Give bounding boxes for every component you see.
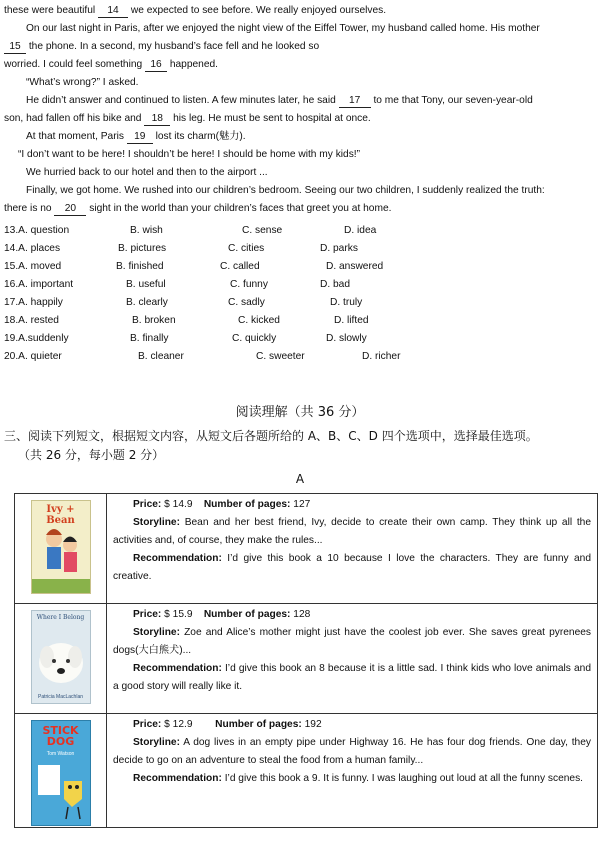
option-14-c: C. cities	[228, 243, 265, 254]
option-15-d: D. answered	[326, 261, 384, 272]
text: son, had fallen off his bike and	[4, 113, 145, 124]
option-18-a: 18.A. rested	[4, 315, 59, 326]
passage-line: “What’s wrong?” I asked.	[26, 77, 139, 88]
book-cover-stick-dog	[31, 720, 91, 826]
text: the phone. In a second, my husband’s face fell and he looked so	[26, 41, 320, 52]
recommendation	[113, 770, 591, 788]
option-14-a: 14.A. places	[4, 243, 61, 254]
text: we expected to see before. We really enjoyed ourselves.	[128, 5, 387, 16]
text: worried. I could feel something	[4, 59, 145, 70]
option-14-d: D. parks	[320, 243, 358, 254]
text: He didn’t answer and continued to listen. A few minutes later, he said	[26, 95, 339, 106]
blank-16: 16	[145, 59, 167, 72]
blank-17: 17	[339, 95, 371, 108]
passage-line: We hurried back to our hotel and then to the airport ...	[26, 167, 268, 178]
passage-line-20	[4, 202, 596, 216]
blank-18: 18	[144, 113, 170, 126]
price-line	[113, 716, 591, 734]
option-16-c: C. funny	[230, 279, 268, 290]
option-20-b: B. cleaner	[138, 351, 184, 362]
book-cover-cell	[15, 714, 107, 828]
text: lost its charm(魅力).	[152, 131, 246, 142]
passage-label: A	[295, 472, 305, 486]
blank-20: 20	[54, 203, 86, 216]
cover-illustration	[32, 611, 90, 703]
blank-19: 19	[127, 131, 153, 144]
storyline-text: Bean and her best friend, Ivy, decide to create their own camp. They think up all the activities and, of course, they make the rules...	[113, 517, 591, 546]
book-cover-ivy-bean	[31, 500, 91, 594]
book-cover-cell	[15, 604, 107, 714]
option-14-b: B. pictures	[118, 243, 167, 254]
option-15-a: 15.A. moved	[4, 261, 62, 272]
option-19-d: D. slowly	[326, 333, 367, 344]
pages-label: Number of pages:	[215, 719, 302, 730]
recommendation-label: Recommendation:	[133, 553, 222, 564]
cover-author: Tom Watson	[46, 751, 75, 757]
option-18-c: C. kicked	[238, 315, 280, 326]
option-19-b: B. finally	[130, 333, 169, 344]
option-16-b: B. useful	[126, 279, 166, 290]
price-value: $ 12.9	[164, 719, 193, 730]
recommendation-text: I’d give this book a 9. It is funny. I was laughing out loud at all the funny scenes.	[224, 773, 584, 784]
passage-line: Finally, we got home. We rushed into our children’s bedroom. Seeing our two children, I suddenly realized the truth:	[26, 185, 545, 196]
blank-15: 15	[4, 41, 26, 54]
book-table	[14, 493, 598, 828]
book-info-2	[107, 604, 598, 714]
passage-line-14	[4, 4, 596, 18]
book-row	[15, 494, 598, 604]
option-16-a: 16.A. important	[4, 279, 74, 290]
text: his leg. He must be sent to hospital at once.	[170, 113, 371, 124]
storyline	[113, 734, 591, 770]
option-13-b: B. wish	[130, 225, 163, 236]
option-19-a: 19.A.suddenly	[4, 333, 69, 344]
option-17-b: B. clearly	[126, 297, 168, 308]
price-label: Price:	[133, 499, 162, 510]
price-line	[113, 496, 591, 514]
text: to me that Tony, our seven-year-old	[370, 95, 533, 106]
storyline-text: A dog lives in an empty pipe under Highway 16. He has four dog friends. One day, they decide to go on an adventure to steal the food from a human family...	[113, 737, 591, 766]
option-13-d: D. idea	[344, 225, 377, 236]
passage-line: “I don’t want to be here! I shouldn’t be here! I should be home with my kids!”	[18, 149, 361, 160]
text: sight in the world than your children’s faces that greet you at home.	[86, 203, 392, 214]
recommendation	[113, 660, 591, 696]
recommendation-text: I’d give this book an 8 because it is a little sad. I think kids who love animals and a good story will really like it.	[113, 663, 591, 692]
pages-label: Number of pages:	[203, 499, 291, 510]
cover-title: STICK DOG	[42, 724, 79, 748]
recommendation-text: I’d give this book a 10 because I love the characters. They are funny and creative.	[113, 553, 591, 582]
book-row	[15, 714, 598, 828]
cover-illustration	[32, 501, 90, 593]
book-cover-where-i-belong	[31, 610, 91, 704]
storyline-label: Storyline:	[133, 737, 180, 748]
storyline-text: Zoe and Alice’s mother might just have the coolest job ever. She saves great pyrenees dogs(大白熊犬)...	[113, 627, 591, 656]
recommendation-label: Recommendation:	[133, 663, 222, 674]
passage-line-15	[4, 40, 596, 54]
option-20-c: C. sweeter	[256, 351, 305, 362]
option-15-b: B. finished	[116, 261, 164, 272]
storyline	[113, 514, 591, 550]
option-16-d: D. bad	[320, 279, 351, 290]
book-row	[15, 604, 598, 714]
blank-14: 14	[98, 5, 128, 18]
passage-line-18	[4, 112, 596, 126]
instructions-line-1: 三、阅读下列短文，根据短文内容，从短文后各题所给的 A、B、C、D 四个选项中，选择最佳选项。	[4, 429, 538, 443]
book-info-3	[107, 714, 598, 828]
option-17-c: C. sadly	[228, 297, 265, 308]
price-label: Price:	[133, 719, 162, 730]
text: happened.	[167, 59, 218, 70]
option-18-d: D. lifted	[334, 315, 369, 326]
cover-illustration	[32, 721, 90, 825]
storyline-label: Storyline:	[133, 627, 180, 638]
pages-value: 192	[304, 719, 322, 730]
recommendation	[113, 550, 591, 586]
pages-value: 128	[293, 609, 311, 620]
recommendation-label: Recommendation:	[133, 773, 222, 784]
storyline	[113, 624, 591, 660]
price-value: $ 15.9	[164, 609, 193, 620]
cover-author: Patricia MacLachlan	[37, 694, 84, 700]
option-19-c: C. quickly	[232, 333, 277, 344]
price-line	[113, 606, 591, 624]
cover-title: Where I Belong	[36, 614, 85, 621]
option-13-a: 13.A. question	[4, 225, 70, 236]
section-title: 阅读理解（共 36 分）	[235, 405, 365, 420]
passage-line-19	[26, 130, 596, 144]
price-label: Price:	[133, 609, 162, 620]
cover-title: Ivy + Bean	[46, 504, 75, 526]
passage-line: On our last night in Paris, after we enjoyed the night view of the Eiffel Tower, my husband called home. His mother	[26, 23, 540, 34]
option-20-a: 20.A. quieter	[4, 351, 62, 362]
book-info-1	[107, 494, 598, 604]
text: At that moment, Paris	[26, 131, 127, 142]
instructions-line-2: （共 26 分，每小题 2 分）	[18, 448, 165, 462]
storyline-label: Storyline:	[133, 517, 180, 528]
option-15-c: C. called	[220, 261, 260, 272]
pages-value: 127	[293, 499, 311, 510]
option-17-d: D. truly	[330, 297, 363, 308]
price-value: $ 14.9	[164, 499, 193, 510]
text: these were beautiful	[4, 5, 99, 16]
option-13-c: C. sense	[242, 225, 283, 236]
passage-line-16	[4, 58, 596, 72]
text: there is no	[4, 203, 55, 214]
option-20-d: D. richer	[362, 351, 401, 362]
pages-label: Number of pages:	[203, 609, 291, 620]
option-18-b: B. broken	[132, 315, 176, 326]
book-cover-cell	[15, 494, 107, 604]
option-17-a: 17.A. happily	[4, 297, 63, 308]
passage-line-17	[26, 94, 596, 108]
